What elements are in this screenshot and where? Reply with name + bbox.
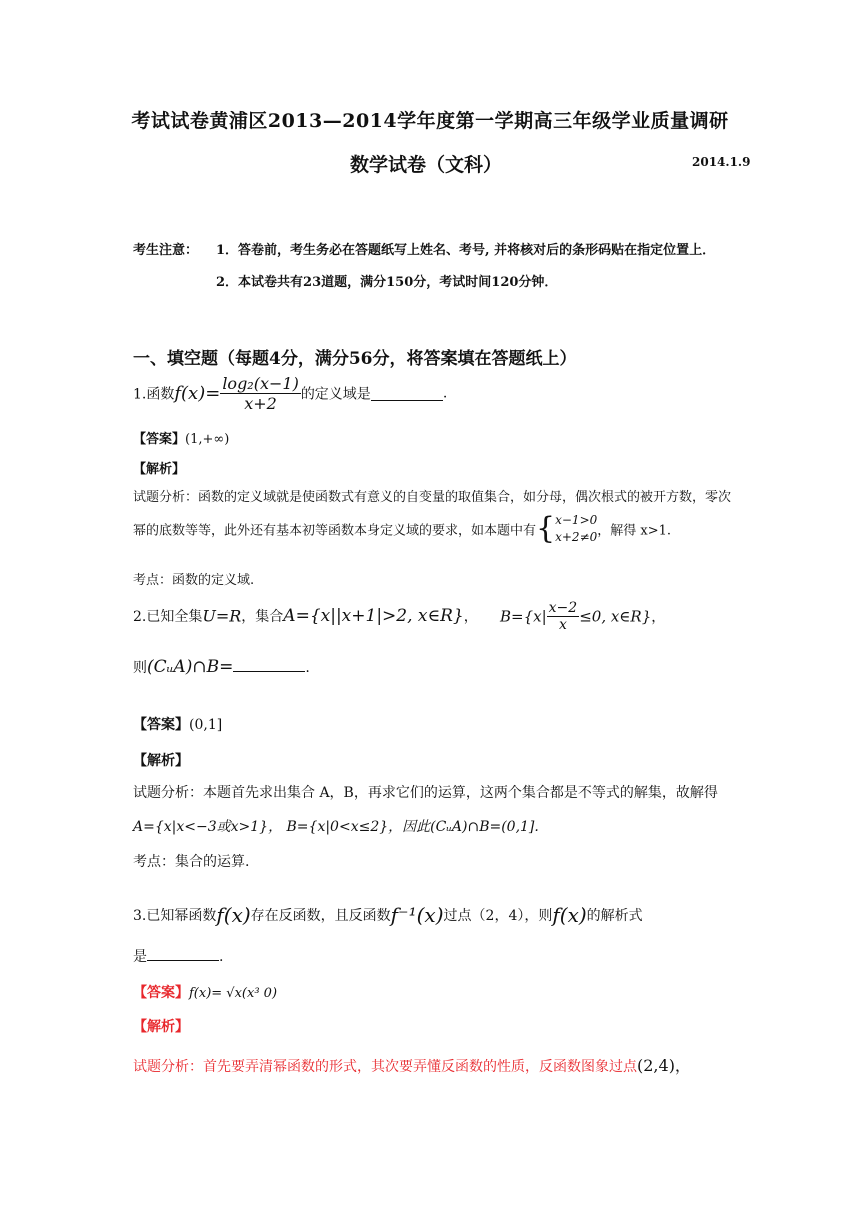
q2-end-comma: ，: [651, 609, 666, 626]
q2-analysis-label: 【解析】: [133, 753, 189, 769]
q2-line2-end: .: [305, 660, 310, 676]
q3-answer-line: [133, 982, 277, 1002]
q2-setB-num: x−2: [548, 600, 578, 616]
q3-line1-pre: 3.已知幂函数: [133, 908, 217, 924]
exam-title-line2: 数学试卷（文科）: [350, 154, 503, 176]
q2-answer-blank: [233, 657, 305, 672]
q2-answer-label: 【答案】: [133, 717, 189, 733]
q2-comma: ，: [463, 609, 478, 625]
q2-line2-pre: 则: [133, 660, 147, 676]
question-3: [133, 903, 643, 927]
q1-system-line1: x−1>0: [555, 513, 598, 527]
q1-analysis-label: 【解析】: [133, 462, 186, 477]
q3-line1-mid: 存在反函数，且反函数: [250, 908, 391, 924]
q2-line2-expr: (CᵤA)∩B=: [147, 657, 234, 677]
q1-answer: (1,+∞): [185, 432, 230, 447]
q1-system-line2: x+2≠0: [555, 530, 598, 544]
q2-universe: U=R: [202, 606, 242, 626]
q2-mid: ，集合: [241, 609, 284, 625]
notice-item-2: 2．本试卷共有23道题，满分150分，考试时间120分钟．: [216, 275, 558, 290]
q1-suffix: 的定义域是: [300, 386, 371, 403]
notice-label: 考生注意：: [133, 243, 199, 258]
q2-analysis-line1: 试题分析：本题首先求出集合 A，B，再求它们的运算，这两个集合都是不等式的解集，故解得: [133, 785, 718, 801]
question-1: [133, 374, 447, 413]
exam-title-line1: 考试试卷黄浦区2013—2014学年度第一学期高三年级学业质量调研: [131, 110, 729, 132]
q3-analysis-label: 【解析】: [133, 1019, 189, 1035]
q2-setB-den: x: [558, 617, 567, 633]
q3-analysis-point: (2,4)，: [637, 1056, 691, 1075]
section-heading: 一、填空题（每题4分，满分56分，将答案填在答题纸上）: [133, 349, 577, 369]
q2-answer: (0,1]: [189, 717, 223, 733]
q3-fx1: f(x): [216, 903, 251, 927]
q3-line2-pre: 是: [133, 949, 147, 965]
q1-fraction: [220, 374, 301, 413]
q3-line2-end: .: [219, 949, 224, 965]
q1-answer-line: [133, 428, 229, 447]
q3-finv: f⁻¹(x): [390, 903, 444, 927]
q2-analysis-line2: A={x|x<−3或x>1}， B={x|0<x≤2}，因此(CᵤA)∩B=(0,1].: [133, 819, 539, 835]
q1-end: .: [442, 385, 448, 402]
q1-system: [555, 512, 597, 546]
q3-analysis-line1: [133, 1053, 691, 1076]
q3-answer: f(x)= √x(x³ 0): [189, 986, 278, 1001]
q2-line2: [133, 657, 310, 677]
q2-setA: A={x||x+1|>2, x∈R}: [283, 606, 464, 626]
question-2: [133, 606, 478, 626]
q1-analysis-line2-pre: 幂的底数等等，此外还有基本初等函数本身定义域的要求，如本题中有: [133, 523, 537, 539]
q2-prefix: 2.已知全集: [133, 609, 203, 625]
q1-prefix: 1.函数: [133, 386, 175, 403]
q3-answer-label: 【答案】: [133, 985, 189, 1001]
q1-analysis-line2-post: ，解得 x>1.: [597, 523, 672, 539]
q3-line1-mid2: 过点（2，4），则: [443, 908, 553, 924]
q1-kaodian: 考点：函数的定义域.: [133, 573, 255, 588]
q1-analysis-line2: [133, 512, 671, 546]
q3-analysis-text: 试题分析：首先要弄清幂函数的形式，其次要弄懂反函数的性质，反函数图象过点: [133, 1059, 637, 1075]
q2-answer-line: [133, 714, 222, 734]
q3-answer-blank: [147, 946, 219, 961]
q1-func: f(x)=: [174, 383, 221, 404]
q3-line1-end: 的解析式: [586, 908, 643, 924]
q2-setB-fraction: [547, 600, 580, 633]
q3-line2: [133, 946, 223, 966]
q2-setB-post: ≤0, x∈R}: [579, 607, 652, 626]
notice-item-1: 1．答卷前，考生务必在答题纸写上姓名、考号, 并将核对后的条形码贴在指定位置上．: [216, 243, 716, 258]
q1-answer-label: 【答案】: [133, 432, 186, 447]
q2-kaodian: 考点：集合的运算.: [133, 854, 250, 870]
q1-answer-blank: [371, 386, 443, 401]
q1-analysis-line1: 试题分析：函数的定义域就是使函数式有意义的自变量的取值集合，如分母，偶次根式的被开方数，零次: [133, 490, 732, 505]
q1-numerator: log₂(x−1): [222, 374, 299, 393]
q1-denominator: x+2: [244, 394, 277, 413]
q3-fx2: f(x): [552, 903, 587, 927]
q2-setB-pre: B={x|: [500, 607, 547, 626]
q2-setB: [500, 600, 665, 633]
exam-date: 2014.1.9: [692, 155, 751, 169]
q1-system-brace: {: [536, 511, 556, 546]
